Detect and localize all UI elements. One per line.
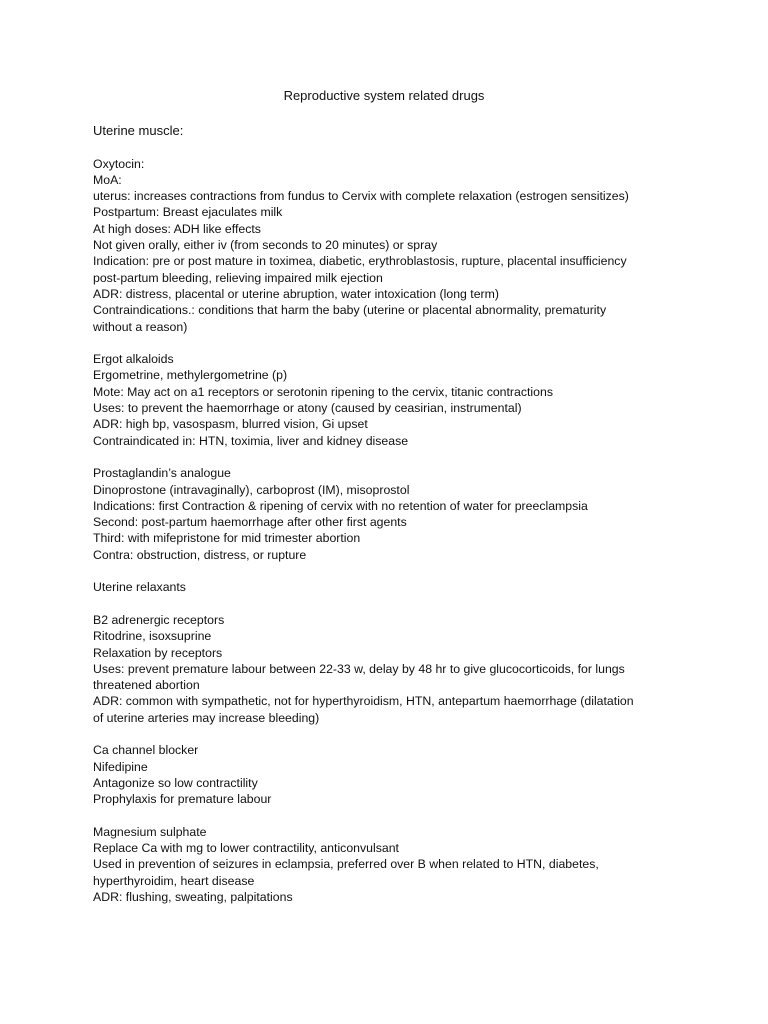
oxytocin-line: Oxytocin: (93, 156, 145, 171)
ergot-line: Mote: May act on a1 receptors or serotonin ripening to the cervix, titanic contractions (93, 384, 553, 399)
oxytocin-line: without a reason) (93, 319, 188, 334)
magnesium-line: hyperthyroidim, heart disease (93, 873, 255, 888)
spacer (93, 807, 713, 823)
magnesium-line: Used in prevention of seizures in eclampsia, preferred over B when related to HTN, diabetes, (93, 857, 599, 872)
b2-line: of uterine arteries may increase bleeding) (93, 710, 320, 725)
prostaglandin-line: Prostaglandin’s analogue (93, 466, 231, 481)
oxytocin-line: ADR: distress, placental or uterine abruption, water intoxication (long term) (93, 286, 499, 301)
b2-line: threatened abortion (93, 678, 200, 693)
b2-line: Ritodrine, isoxsuprine (93, 629, 212, 644)
oxytocin-line: Indication: pre or post mature in toximea, diabetic, erythroblastosis, rupture, placental insufficiency (93, 254, 627, 269)
oxytocin-line: Contraindications.: conditions that harm the baby (uterine or placental abnormality, prematurity (93, 303, 607, 318)
magnesium-line: ADR: flushing, sweating, palpitations (93, 889, 293, 904)
spacer (93, 139, 713, 155)
ergot-line: Uses: to prevent the haemorrhage or atony (caused by ceasirian, instrumental) (93, 401, 522, 416)
prostaglandin-line: Contra: obstruction, distress, or rupture (93, 547, 307, 562)
oxytocin-line: Not given orally, either iv (from seconds to 20 minutes) or spray (93, 238, 438, 253)
magnesium-line: Magnesium sulphate (93, 824, 207, 839)
oxytocin-line: uterus: increases contractions from fundus to Cervix with complete relaxation (estrogen sensitizes) (93, 189, 629, 204)
b2-line: Uses: prevent premature labour between 22-33 w, delay by 48 hr to give glucocorticoids, for lungs (93, 661, 625, 676)
prostaglandin-line: Indications: first Contraction & ripening of cervix with no retention of water for preeclampsia (93, 498, 588, 513)
b2-line: B2 adrenergic receptors (93, 612, 225, 627)
spacer (93, 449, 713, 465)
spacer (93, 335, 713, 351)
ergot-line: ADR: high bp, vasospasm, blurred vision, Gi upset (93, 417, 368, 432)
oxytocin-line: MoA: (93, 172, 122, 187)
ergot-line: Contraindicated in: HTN, toximia, liver and kidney disease (93, 433, 409, 448)
section-heading-uterine-muscle: Uterine muscle: (93, 123, 184, 138)
oxytocin-line: At high doses: ADH like effects (93, 221, 261, 236)
ca-blocker-line: Antagonize so low contractility (93, 775, 258, 790)
b2-line: Relaxation by receptors (93, 645, 223, 660)
ca-blocker-line: Nifedipine (93, 759, 148, 774)
spacer (93, 726, 713, 742)
oxytocin-line: Postpartum: Breast ejaculates milk (93, 205, 283, 220)
prostaglandin-line: Third: with mifepristone for mid trimester abortion (93, 531, 361, 546)
spacer (93, 563, 713, 579)
prostaglandin-line: Dinoprostone (intravaginally), carboprost (IM), misoprostol (93, 482, 410, 497)
ergot-line: Ergot alkaloids (93, 352, 174, 367)
section-heading-uterine-relaxants: Uterine relaxants (93, 580, 186, 595)
ca-blocker-line: Ca channel blocker (93, 743, 199, 758)
ergot-line: Ergometrine, methylergometrine (p) (93, 368, 288, 383)
ca-blocker-line: Prophylaxis for premature labour (93, 792, 272, 807)
document-body (93, 123, 713, 905)
magnesium-line: Replace Ca with mg to lower contractility, anticonvulsant (93, 841, 399, 856)
oxytocin-line: post-partum bleeding, relieving impaired milk ejection (93, 270, 383, 285)
prostaglandin-line: Second: post-partum haemorrhage after other first agents (93, 515, 407, 530)
document-title: Reproductive system related drugs (283, 88, 485, 103)
b2-line: ADR: common with sympathetic, not for hyperthyroidism, HTN, antepartum haemorrhage (dilatation (93, 694, 634, 709)
spacer (93, 596, 713, 612)
